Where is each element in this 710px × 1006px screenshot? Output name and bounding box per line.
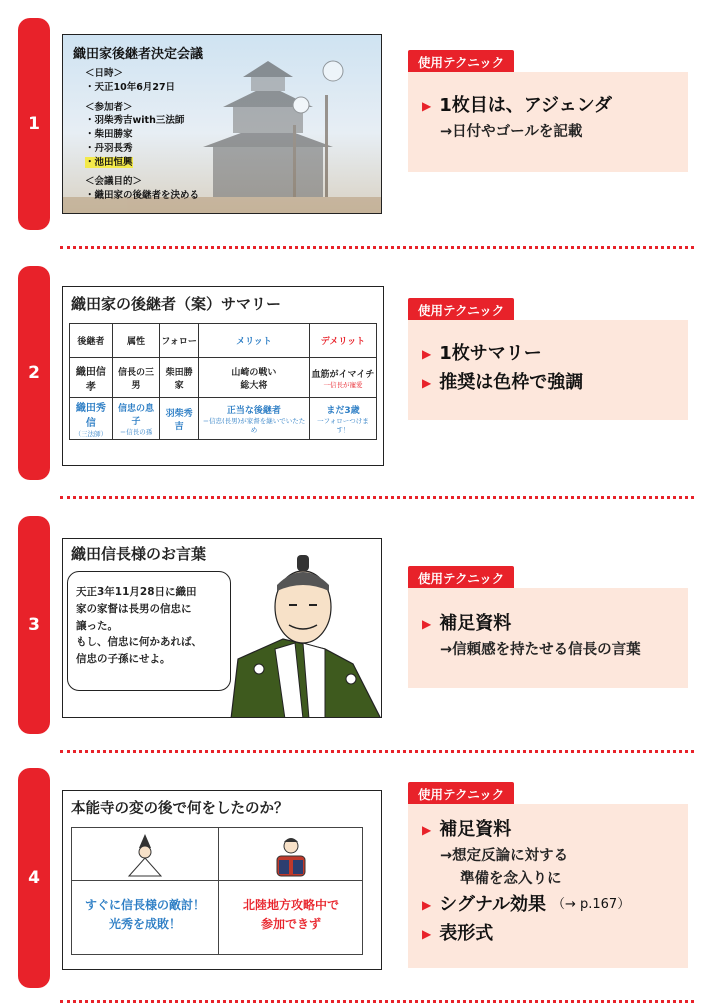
technique-item bbox=[422, 920, 674, 949]
table-cell: 羽柴秀吉 bbox=[160, 398, 199, 440]
triangle-bullet-icon: ▶ bbox=[422, 822, 432, 837]
quote-line: もし、信忠に何かあれば、 bbox=[76, 636, 202, 649]
technique-item bbox=[422, 610, 674, 639]
section-divider bbox=[60, 1000, 694, 1003]
page-reference: （→ p.167） bbox=[551, 897, 631, 913]
katsuie-figure-icon bbox=[271, 832, 311, 878]
table-header-merit: メリット bbox=[198, 324, 309, 358]
technique-item-label: 表形式 bbox=[439, 922, 494, 944]
slide-agenda bbox=[62, 34, 382, 214]
agenda-line: ・丹羽長秀 bbox=[85, 142, 133, 154]
technique-item bbox=[422, 340, 674, 369]
summary-table bbox=[69, 323, 377, 440]
section-number-3: 3 bbox=[18, 516, 50, 734]
technique-sub: →想定反論に対する bbox=[440, 847, 569, 864]
slide-title: 織田信長様のお言葉 bbox=[71, 545, 207, 563]
cell-note: 一フォローつけます！ bbox=[317, 417, 369, 434]
section-number-1: 1 bbox=[18, 18, 50, 230]
left-cell-text bbox=[72, 896, 218, 934]
technique-box bbox=[408, 588, 688, 688]
quote-line: 信忠の子孫にせよ。 bbox=[76, 653, 171, 666]
technique-tag: 使用テクニック bbox=[408, 566, 514, 590]
table-header: 属性 bbox=[112, 324, 160, 358]
agenda-line bbox=[85, 156, 199, 170]
grid-divider bbox=[72, 880, 362, 881]
triangle-bullet-icon: ▶ bbox=[422, 98, 432, 113]
triangle-bullet-icon: ▶ bbox=[422, 926, 432, 941]
cell-text: 織田秀信 bbox=[75, 403, 106, 429]
cell-note: 一信長が寵愛 bbox=[323, 380, 363, 389]
agenda-line: ・柴田勝家 bbox=[85, 129, 133, 141]
table-cell bbox=[70, 398, 113, 440]
cell-text: まだ3歳 bbox=[326, 406, 360, 416]
section-divider bbox=[60, 496, 694, 499]
slide-quote bbox=[62, 538, 382, 718]
technique-item bbox=[422, 816, 674, 845]
table-header-demerit: デメリット bbox=[309, 324, 376, 358]
technique-item-label: シグナル効果 bbox=[439, 894, 546, 916]
cell-line: 参加できず bbox=[260, 917, 321, 932]
table-row-recommended bbox=[70, 398, 377, 440]
speech-bubble bbox=[67, 571, 231, 691]
table-header: 後継者 bbox=[70, 324, 113, 358]
agenda-line: ・織田家の後継者を決める bbox=[85, 190, 200, 202]
table-cell bbox=[198, 398, 309, 440]
table-cell bbox=[112, 398, 160, 440]
cell-line: すぐに信長様の敵討！ bbox=[84, 898, 205, 912]
cell-text: 血筋がイマイチ bbox=[311, 369, 375, 380]
agenda-line: ＜参加者＞ bbox=[85, 101, 133, 113]
slide-title: 本能寺の変の後で何をしたのか？ bbox=[71, 801, 289, 817]
table-cell: 信長の三男 bbox=[112, 358, 160, 398]
cell-text: 正当な後継者 bbox=[226, 406, 281, 416]
quote-line: 家の家督は長男の信忠に bbox=[76, 602, 192, 615]
table-row bbox=[70, 358, 377, 398]
technique-item bbox=[422, 92, 674, 121]
agenda-line: ・羽柴秀吉with三法師 bbox=[85, 115, 185, 127]
highlighted-attendee: ・池田恒興 bbox=[85, 156, 133, 168]
triangle-bullet-icon: ▶ bbox=[422, 346, 432, 361]
grid-divider bbox=[218, 828, 219, 954]
technique-sub: →信頼感を持たせる信長の言葉 bbox=[440, 641, 641, 658]
section-divider bbox=[60, 246, 694, 249]
technique-item-label: 推奨は色枠で強調 bbox=[439, 371, 584, 393]
cell-text: 信忠の息子 bbox=[117, 404, 154, 427]
quote-line: 天正3年11月28日に織田 bbox=[76, 586, 197, 598]
cell-line: 北陸地方攻略中で bbox=[242, 898, 339, 912]
section-divider bbox=[60, 750, 694, 753]
slide-summary bbox=[62, 286, 384, 466]
technique-tag: 使用テクニック bbox=[408, 298, 514, 322]
technique-sub: 準備を念入りに bbox=[460, 870, 562, 887]
comparison-grid bbox=[71, 827, 363, 955]
table-cell bbox=[309, 358, 376, 398]
technique-item-label: 1枚サマリー bbox=[439, 343, 542, 364]
triangle-bullet-icon: ▶ bbox=[422, 375, 432, 390]
right-cell-text bbox=[218, 896, 364, 934]
technique-item-label: 補足資料 bbox=[439, 819, 512, 840]
slide-title: 織田家の後継者（案）サマリー bbox=[71, 295, 282, 313]
technique-tag: 使用テクニック bbox=[408, 782, 514, 806]
agenda-line: ・天正10年6月27日 bbox=[85, 81, 176, 93]
technique-box bbox=[408, 804, 688, 968]
section-number-4: 4 bbox=[18, 768, 50, 988]
hideyoshi-figure-icon bbox=[125, 832, 165, 878]
agenda-line: ＜会議目的＞ bbox=[85, 176, 143, 188]
cell-line: 光秀を成敗！ bbox=[108, 917, 181, 932]
table-cell: 織田信孝 bbox=[70, 358, 113, 398]
agenda-lines bbox=[85, 67, 199, 203]
technique-sub: →日付やゴールを記載 bbox=[440, 123, 583, 140]
technique-box bbox=[408, 320, 688, 420]
table-cell bbox=[309, 398, 376, 440]
table-cell: 柴田勝家 bbox=[160, 358, 199, 398]
table-header-row bbox=[70, 324, 377, 358]
agenda-line: ＜日時＞ bbox=[85, 68, 124, 79]
quote-line: 譲った。 bbox=[76, 619, 118, 632]
triangle-bullet-icon: ▶ bbox=[422, 897, 432, 912]
section-number-2: 2 bbox=[18, 266, 50, 480]
technique-item-label: 補足資料 bbox=[439, 613, 512, 634]
table-cell: 山崎の戦い 総大将 bbox=[198, 358, 309, 398]
technique-tag: 使用テクニック bbox=[408, 50, 514, 74]
cell-note: ＝信長の孫 bbox=[119, 428, 153, 436]
cell-note: ＝信忠(長男)が家督を継いでいたため bbox=[202, 417, 306, 434]
slide-comparison bbox=[62, 790, 382, 970]
technique-item bbox=[422, 369, 674, 398]
slide-title: 織田家後継者決定会議 bbox=[73, 47, 204, 62]
technique-item-label: 1枚目は、アジェンダ bbox=[439, 95, 612, 116]
cell-note: （三法師） bbox=[74, 430, 108, 438]
table-header: フォロー bbox=[160, 324, 199, 358]
technique-box bbox=[408, 72, 688, 172]
technique-item bbox=[422, 891, 674, 920]
triangle-bullet-icon: ▶ bbox=[422, 616, 432, 631]
